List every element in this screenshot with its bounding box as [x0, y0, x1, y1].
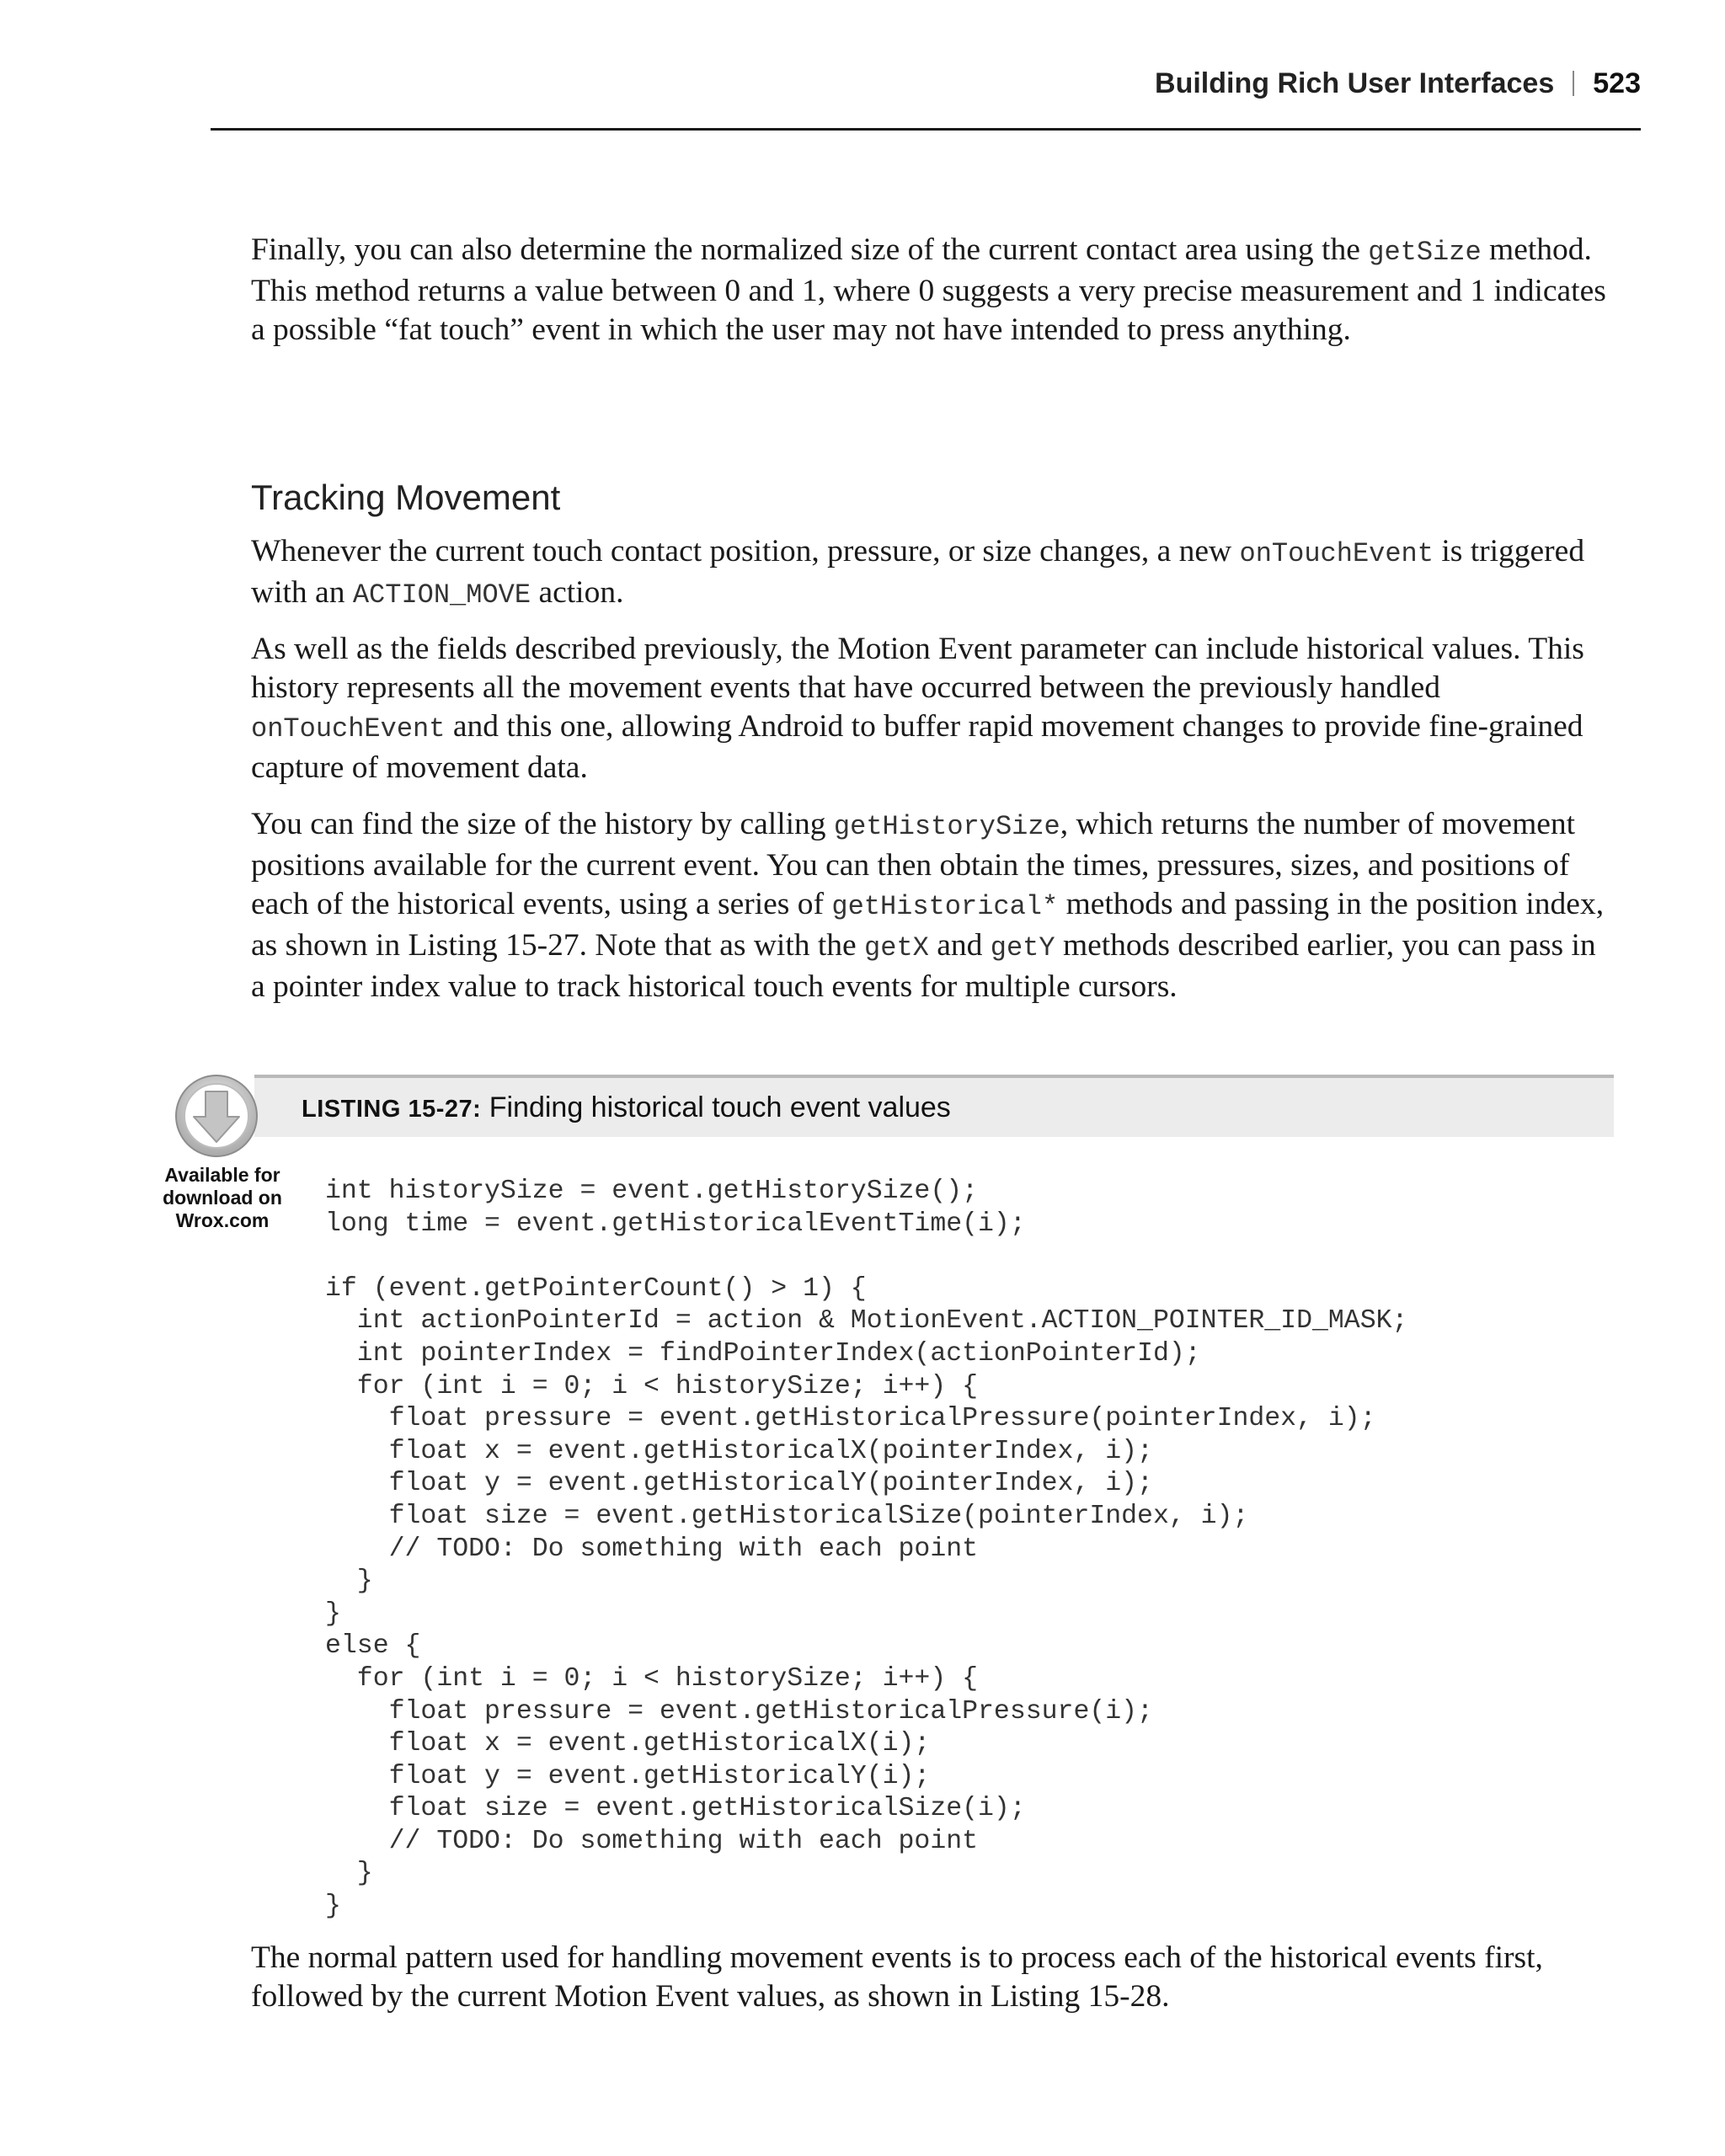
paragraph-move-event: [251, 532, 1616, 615]
code-listing: int historySize = event.getHistorySize(); long time = event.getHistoricalEventTime(i); if (event.getPointerCount() > 1) { int actionPointerId = action & MotionEvent.ACTION_POINTER_ID_MASK; int pointerIndex = findPointerIndex(actionPointerId); for (int i = 0; i < historySize; i++) { float pressure = event.getHistoricalPressure(pointerIndex, i); float x = event.getHistoricalX(pointerIndex, i); float y = event.getHistoricalY(pointerIndex, i); float size = event.getHistoricalSize(pointerIndex, i); // TODO: Do something with each point } } else { for (int i = 0; i < historySize; i++) { float pressure = event.getHistoricalPressure(i); float x = event.getHistoricalX(i); float y = event.getHistoricalY(i); float size = event.getHistoricalSize(i); // TODO: Do something with each point } }: [325, 1177, 1408, 1922]
listing-caption: Finding historical touch event values: [481, 1091, 951, 1123]
download-note-line: Wrox.com: [175, 1209, 270, 1231]
inline-code: getX: [864, 932, 929, 963]
text-run: Finally, you can also determine the normalized size of the current contact area using the: [251, 232, 1369, 267]
paragraph-contact-size: [251, 231, 1616, 350]
text-run: As well as the fields described previously, the Motion Event parameter can include historical values. This history represents all the movement events that have occurred between the previously handled: [251, 632, 1584, 705]
inline-code: getSize: [1368, 237, 1482, 268]
text-run: You can find the size of the history by calling: [251, 807, 834, 841]
text-run: methods and passing in the position index, as shown in Listing 15-27. Note that as with the: [251, 887, 1605, 963]
listing-number: LISTING 15-27:: [302, 1096, 482, 1123]
text-run: is triggered with an: [251, 534, 1585, 610]
page-number: 523: [1593, 67, 1641, 99]
paragraph-history: [251, 630, 1616, 787]
text-run: , which returns the number of movement positions available for the current event. You can then obtain the times, pressures, sizes, and positions of each of the historical events, using a series of: [251, 807, 1576, 921]
listing-header-bar: [254, 1075, 1614, 1137]
paragraph-normal-pattern: [251, 1939, 1616, 2016]
text-run: and this one, allowing Android to buffer rapid movement changes to provide fine-grained capture of movement data.: [251, 709, 1583, 785]
inline-code: getY: [990, 932, 1055, 963]
text-run: methods described earlier, you can pass in a pointer index value to track historical touch events for multiple cursors.: [251, 928, 1596, 1004]
header-text: [1155, 64, 1641, 103]
text-run: method. This method returns a value between 0 and 1, where 0 suggests a very precise measurement and 1 indicates a possible “fat touch” event in which the user may not have intended to press anything.: [251, 232, 1606, 347]
header-separator: [1573, 71, 1574, 96]
text-run: and: [928, 928, 991, 963]
paragraph-history-size: [251, 805, 1616, 1006]
inline-code: getHistorySize: [833, 811, 1060, 842]
text-run: action.: [531, 575, 624, 610]
running-header: [211, 64, 1641, 131]
download-arrow-icon: [174, 1073, 259, 1159]
inline-code: onTouchEvent: [251, 713, 446, 744]
section-heading: Tracking Movement: [251, 478, 561, 517]
text-run: The normal pattern used for handling movement events is to process each of the historical events first, followed by the current Motion Event values, as shown in Listing 15-28.: [251, 1940, 1543, 2014]
inline-code: getHistorical*: [831, 891, 1059, 922]
download-note-line: Available for: [164, 1164, 280, 1186]
download-note-line: download on: [163, 1187, 282, 1209]
inline-code: ACTION_MOVE: [352, 579, 531, 611]
chapter-title: Building Rich User Interfaces: [1155, 67, 1555, 99]
text-run: Whenever the current touch contact position, pressure, or size changes, a new: [251, 534, 1240, 568]
download-note: [157, 1164, 288, 1232]
listing-title: [302, 1090, 951, 1127]
inline-code: onTouchEvent: [1239, 538, 1434, 569]
